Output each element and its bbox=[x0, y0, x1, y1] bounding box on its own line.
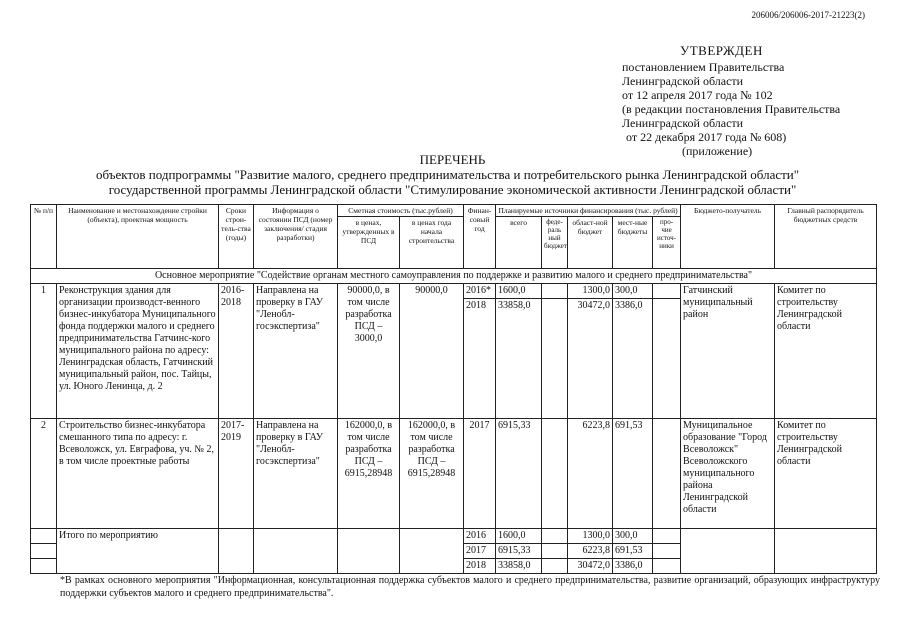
total-num bbox=[31, 544, 57, 559]
section-row bbox=[31, 269, 877, 284]
table-row bbox=[31, 284, 877, 299]
total-cost-psd bbox=[338, 529, 400, 574]
approval-note: (приложение) bbox=[682, 144, 753, 158]
row-local: 300,0 bbox=[613, 284, 653, 299]
header-manager: Главный распорядитель бюджетных средств bbox=[775, 205, 877, 269]
section-title: Основное мероприятие "Содействие органам местного самоуправления по поддержке и развитию малого и среднего предпринимательства" bbox=[31, 269, 877, 284]
total-other bbox=[653, 559, 681, 574]
row-cost-start: 162000,0, в том числе разработка ПСД – 6915,28948 bbox=[400, 419, 464, 529]
total-row bbox=[31, 529, 877, 544]
header-sources: Планируемые источники финансирования (тыс. рублей) bbox=[496, 205, 681, 217]
row-other bbox=[653, 299, 681, 419]
approval-line: (в редакции постановления Правительства bbox=[622, 102, 841, 116]
row-info: Направлена на проверку в ГАУ "Ленобл-госэкспертиза" bbox=[254, 284, 338, 419]
row-num: 1 bbox=[31, 284, 57, 419]
footnote: *В рамках основного мероприятия "Информационная, консультационная поддержка субъектов малого и среднего предпринимательства, развитие организаций, образующих инфраструктуру поддержки субъектов малого и среднего предпринимательства". bbox=[60, 575, 880, 599]
row-terms: 2016-2018 bbox=[219, 284, 254, 419]
total-federal bbox=[542, 559, 568, 574]
header-regional: област-ной бюджет bbox=[568, 217, 613, 269]
total-year: 2018 bbox=[464, 559, 496, 574]
row-cost-psd: 90000,0, в том числе разработка ПСД – 3000,0 bbox=[338, 284, 400, 419]
header-info: Информация о состоянии ПСД (номер заключения/ стадия разработки) bbox=[254, 205, 338, 269]
header-terms: Сроки строи-тель-ства (годы) bbox=[219, 205, 254, 269]
row-recipient: Муниципальное образование "Город Всеволожск" Всеволожского муниципального района Ленинградской области bbox=[681, 419, 775, 529]
table-header-row bbox=[31, 205, 877, 217]
header-other: про-чие источ-ники bbox=[653, 217, 681, 269]
header-recipient: Бюджето-получатель bbox=[681, 205, 775, 269]
total-other bbox=[653, 529, 681, 544]
row-cost-start: 90000,0 bbox=[400, 284, 464, 419]
total-year: 2017 bbox=[464, 544, 496, 559]
total-regional: 30472,0 bbox=[568, 559, 613, 574]
total-federal bbox=[542, 544, 568, 559]
total-local: 300,0 bbox=[613, 529, 653, 544]
header-total: всего bbox=[496, 217, 542, 269]
total-num bbox=[31, 529, 57, 544]
row-manager: Комитет по строительству Ленинградской области bbox=[775, 419, 877, 529]
header-local: мест-ные бюджеты bbox=[613, 217, 653, 269]
total-cost-start bbox=[400, 529, 464, 574]
row-local: 3386,0 bbox=[613, 299, 653, 419]
header-federal: феде-раль ный бюджет bbox=[542, 217, 568, 269]
approval-line: постановлением Правительства bbox=[622, 60, 785, 74]
document-title bbox=[0, 152, 905, 197]
total-total: 33858,0 bbox=[496, 559, 542, 574]
title-line: государственной программы Ленинградской области "Стимулирование экономической активности Ленинградской области" bbox=[108, 182, 797, 197]
total-year: 2016 bbox=[464, 529, 496, 544]
total-manager bbox=[775, 529, 877, 574]
row-federal bbox=[542, 299, 568, 419]
objects-table bbox=[30, 204, 877, 574]
total-num bbox=[31, 559, 57, 574]
document-id: 206006/206006-2017-21223(2) bbox=[751, 10, 865, 20]
row-info: Направлена на проверку в ГАУ "Ленобл-госэкспертиза" bbox=[254, 419, 338, 529]
row-regional: 1300,0 bbox=[568, 284, 613, 299]
row-total: 6915,33 bbox=[496, 419, 542, 529]
total-total: 1600,0 bbox=[496, 529, 542, 544]
row-year: 2017 bbox=[464, 419, 496, 529]
row-federal bbox=[542, 284, 568, 299]
title-heading: ПЕРЕЧЕНЬ bbox=[419, 152, 486, 167]
row-year: 2016* bbox=[464, 284, 496, 299]
total-label: Итого по мероприятию bbox=[57, 529, 219, 574]
row-other bbox=[653, 284, 681, 299]
approval-line: от 22 декабря 2017 года № 608) bbox=[626, 130, 787, 144]
approval-block bbox=[622, 44, 840, 158]
row-terms: 2017-2019 bbox=[219, 419, 254, 529]
title-line: объектов подпрограммы "Развитие малого, среднего предпринимательства и потребительского рынка Ленинградской области" bbox=[95, 167, 800, 182]
header-num: № п/п bbox=[31, 205, 57, 269]
row-regional: 30472,0 bbox=[568, 299, 613, 419]
total-federal bbox=[542, 529, 568, 544]
total-local: 3386,0 bbox=[613, 559, 653, 574]
row-cost-psd: 162000,0, в том числе разработка ПСД – 6915,28948 bbox=[338, 419, 400, 529]
row-num: 2 bbox=[31, 419, 57, 529]
total-terms bbox=[219, 529, 254, 574]
row-year: 2018 bbox=[464, 299, 496, 419]
row-total: 33858,0 bbox=[496, 299, 542, 419]
row-total: 1600,0 bbox=[496, 284, 542, 299]
approval-line: Ленинградской области bbox=[622, 116, 744, 130]
row-name: Реконструкция здания для организации производст-венного бизнес-инкубатора Муниципального фонда поддержки малого и среднего предпринимательства Гатчинс-кого муниципального района по адресу: Ленинградская область, Гатчинский муниципальный район, пос. Тайцы, ул. Юного Ленинца, д. 2 bbox=[57, 284, 219, 419]
header-cost: Сметная стоимость (тыс.рублей) bbox=[338, 205, 464, 217]
row-other bbox=[653, 419, 681, 529]
row-manager: Комитет по строительству Ленинградской области bbox=[775, 284, 877, 419]
header-fin-year: Финан-совый год bbox=[464, 205, 496, 269]
total-regional: 6223,8 bbox=[568, 544, 613, 559]
total-total: 6915,33 bbox=[496, 544, 542, 559]
row-regional: 6223,8 bbox=[568, 419, 613, 529]
approval-line: от 12 апреля 2017 года № 102 bbox=[622, 88, 773, 102]
row-recipient: Гатчинский муниципальный район bbox=[681, 284, 775, 419]
row-local: 691,53 bbox=[613, 419, 653, 529]
header-name: Наименование и местонахождение стройки (объекта), проектная мощность bbox=[57, 205, 219, 269]
header-cost-start: в ценах года начала строительства bbox=[400, 217, 464, 269]
total-local: 691,53 bbox=[613, 544, 653, 559]
row-name: Строительство бизнес-инкубатора смешанного типа по адресу: г. Всеволожск, ул. Евграфова, уч. № 2, в том числе проектные работы bbox=[57, 419, 219, 529]
total-recipient bbox=[681, 529, 775, 574]
table-row bbox=[31, 419, 877, 529]
total-regional: 1300,0 bbox=[568, 529, 613, 544]
header-cost-psd: в ценах, утвержденных в ПСД bbox=[338, 217, 400, 269]
total-other bbox=[653, 544, 681, 559]
row-federal bbox=[542, 419, 568, 529]
approval-line: Ленинградской области bbox=[622, 74, 744, 88]
approval-heading: УТВЕРЖДЕН bbox=[680, 43, 763, 58]
total-info bbox=[254, 529, 338, 574]
